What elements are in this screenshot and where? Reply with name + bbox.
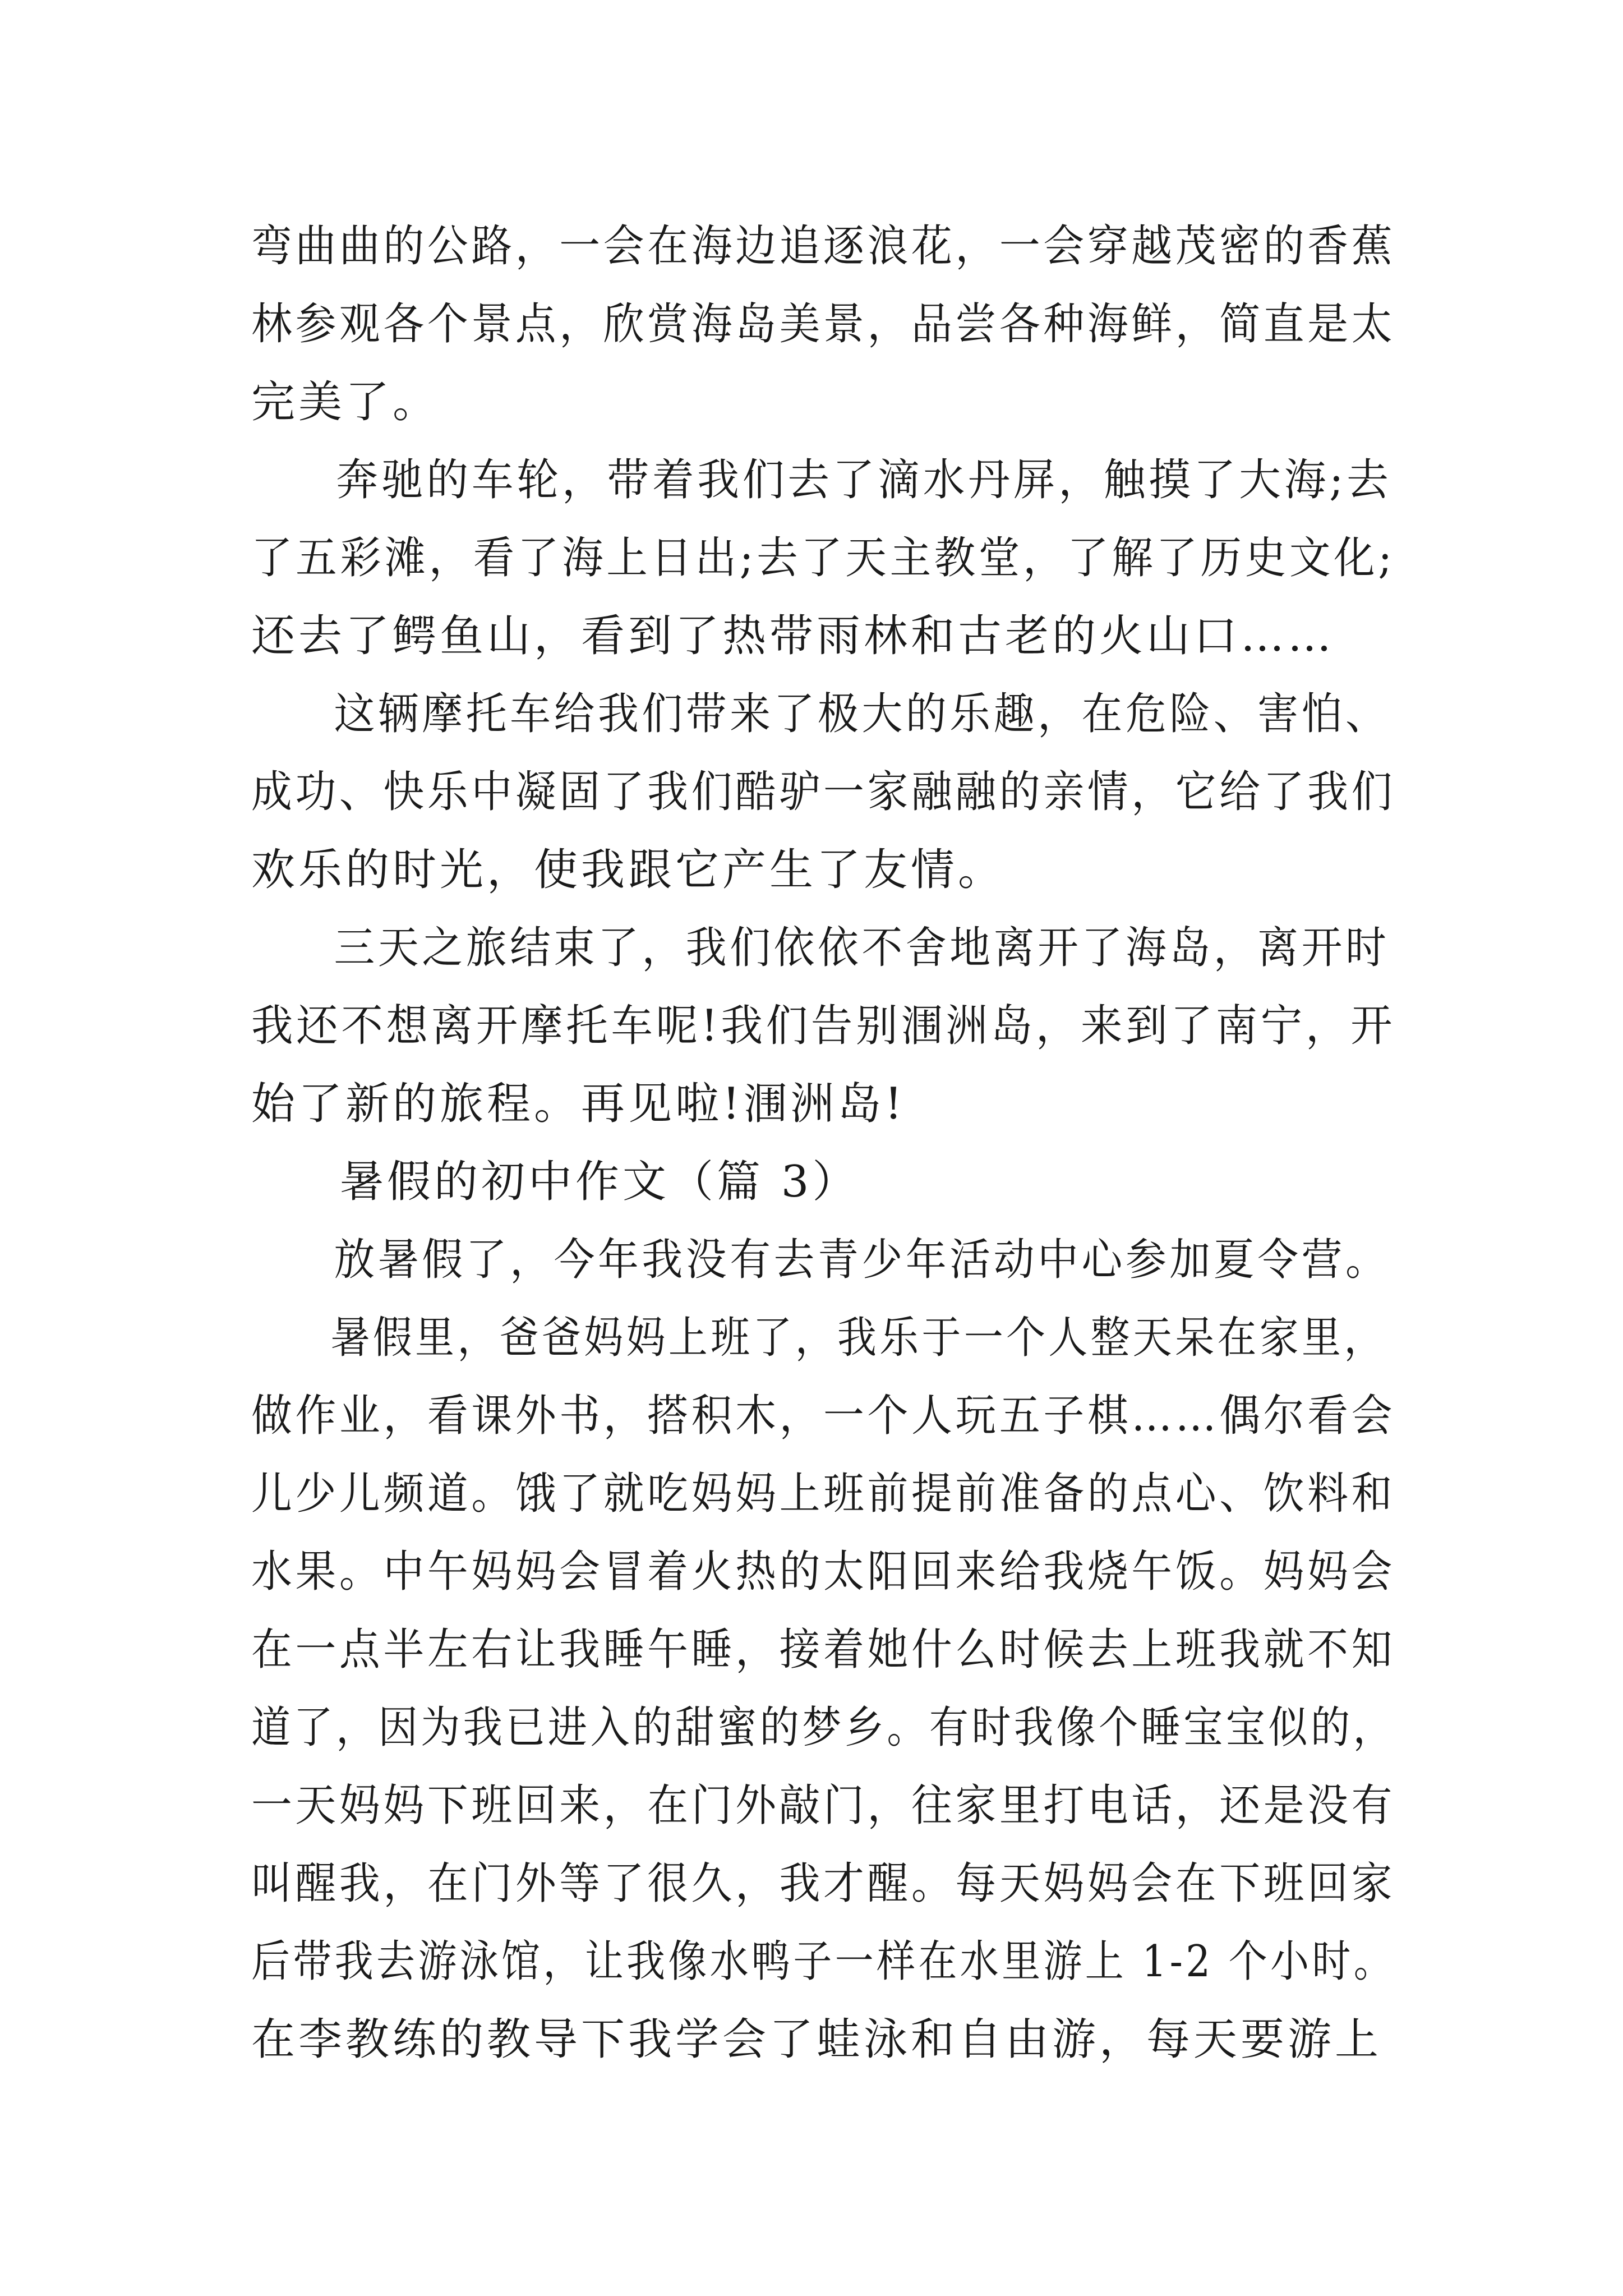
paragraph-first-line: 放暑假了，今年我没有去青少年活动中心参加夏令营。 [334,1235,1390,1285]
text-line: 欢乐的时光，使我跟它产生了友情。 [251,845,1006,895]
text-line: 还去了鳄鱼山，看到了热带雨林和古老的火山口…… [251,611,1335,661]
text-line: 在李教练的教导下我学会了蛙泳和自由游，每天要游上 [251,2014,1382,2065]
text-line: 成功、快乐中凝固了我们酷驴一家融融的亲情，它给了我们 [251,767,1396,817]
text-line: 我还不想离开摩托车呢!我们告别涠洲岛，来到了南宁，开 [251,1001,1396,1051]
text-line: 后带我去游泳馆，让我像水鸭子一样在水里游上 1-2 个小时。 [251,1936,1396,1987]
paragraph-first-line: 奔驰的车轮，带着我们去了滴水丹屏，触摸了大海;去 [336,455,1392,505]
paragraph-first-line: 暑假里，爸爸妈妈上班了，我乐于一个人整天呆在家里， [330,1313,1386,1363]
text-line: 一天妈妈下班回来，在门外敲门，往家里打电话，还是没有 [251,1780,1396,1831]
paragraph-first-line: 三天之旅结束了，我们依依不舍地离开了海岛，离开时 [334,923,1390,973]
text-line: 道了，因为我已进入的甜蜜的梦乡。有时我像个睡宝宝似的， [251,1703,1396,1753]
paragraph-first-line: 这辆摩托车给我们带来了极大的乐趣，在危险、害怕、 [334,689,1390,739]
text-line: 了五彩滩，看了海上日出;去了天主教堂，了解了历史文化; [251,533,1395,583]
text-line: 始了新的旅程。再见啦!涠洲岛! [251,1079,906,1129]
text-line: 林参观各个景点，欣赏海岛美景，品尝各种海鲜，简直是太 [251,299,1396,349]
text-line: 在一点半左右让我睡午睡，接着她什么时候去上班我就不知 [251,1625,1396,1675]
text-line: 完美了。 [251,377,440,427]
text-line: 叫醒我，在门外等了很久，我才醒。每天妈妈会在下班回家 [251,1858,1396,1909]
text-line: 弯曲曲的公路，一会在海边追逐浪花，一会穿越茂密的香蕉 [251,221,1396,272]
text-line: 儿少儿频道。饿了就吃妈妈上班前提前准备的点心、饮料和 [251,1469,1396,1519]
article-body [251,208,1395,2079]
paragraph-first-line: 暑假的初中作文（篇 3） [340,1157,860,1207]
text-line: 做作业，看课外书，搭积木，一个人玩五子棋……偶尔看会 [251,1391,1396,1441]
text-line: 水果。中午妈妈会冒着火热的太阳回来给我烧午饭。妈妈会 [251,1547,1396,1597]
